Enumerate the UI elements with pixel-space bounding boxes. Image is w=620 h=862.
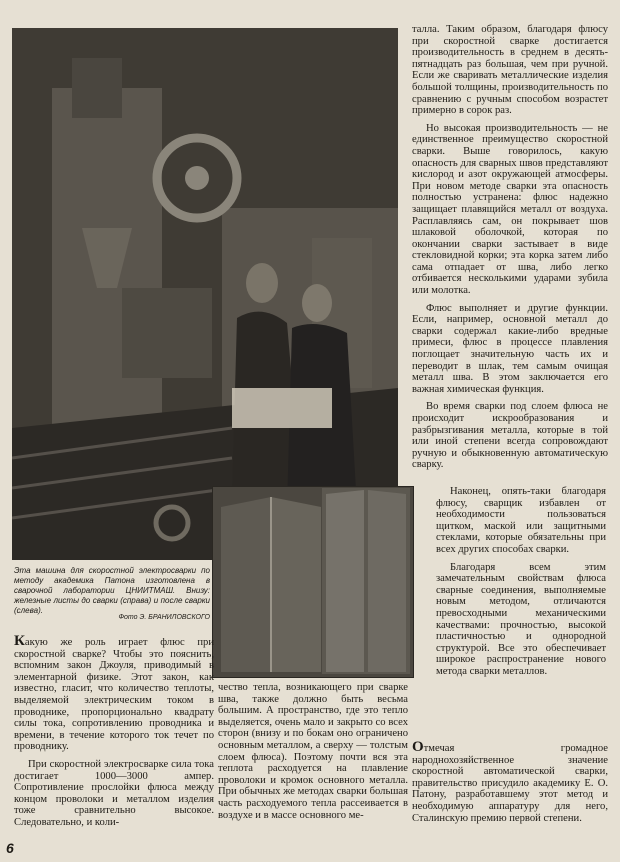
photo-credit: Фото Э. БРАНИЛОВСКОГО [118, 614, 210, 621]
article-column-left [14, 633, 214, 829]
paragraph: Но высокая производительность — не единственное преимущество скоростной сварки. Выше говорилось, какую опасность для сварных швов представляют кислород и азот окружающей атмосферы. При новом методе сварки эта опасность полностью устранена: флюс надежно защищает плавящийся металл от воздуха. Расплавляясь сам, он покрывает шов шлаковой оболочкой, которая по окончании сварки застывает в виде стекловидной корки; эта корка затем либо сама отпадает от шва, либо легко отбивается несколькими ударами зубила или молотка. [412, 122, 608, 297]
paragraph-text: акую же роль играет флюс при скоростной сварке? Чтобы это пояснить, вспомним закон Джоуля, приводимый в элементарной физике. Этот закон, как известно, гласит, что количество теплоты, выделяемой электрическим током в проводнике, пропорционально квадрату силы тока, сопротивлению проводника и времени, в течение которого ток течет по проводнику. [14, 637, 214, 753]
page-number: 6 [6, 840, 14, 856]
welding-machine-illustration [12, 28, 398, 560]
paragraph: чество тепла, возникающего при сварке шва, также должно быть весьма большим. А пространство, где это тепло выделяется, очень мало и закрыто со всех сторон (внизу и по бокам оно ограничено основным металлом, а сверху — толстым слоем флюса). Поэтому почти вся эта теплота расходуется на плавление проволоки и кромок основного металла. При обычных же методах сварки большая часть расходуемого тепла рассеивается в воздухе и в массе основного ме- [218, 682, 409, 821]
paragraph: Флюс выполняет и другие функции. Если, например, основной металл до сварки содержал какие-либо вредные примеси, флюс в процессе плавления поглощает значительную часть их и переводит в шлак, тем самым очищая металл шва. В этом заключается его важная химическая функция. [412, 302, 608, 395]
drop-cap: К [14, 633, 25, 649]
article-column-middle [218, 682, 408, 821]
drop-cap: О [412, 739, 424, 755]
paragraph: талла. Таким образом, благодаря флюсу при скоростной сварке достигается производительность в среднем в десять-пятнадцать раз большая, чем при ручной. Если же сваривать металлические изделия большой толщины, производительность по сравнению с ручным способом возрастет примерно в сорок раз. [412, 24, 608, 117]
article-column-bottom-right [412, 739, 608, 824]
paragraph [14, 633, 214, 753]
paragraph: Во время сварки под слоем флюса не происходит искрообразования и разбрызгивания металла, которые в той или иной степени всегда сопровождают ручную и обыкновенную автоматическую сварку. [412, 401, 608, 471]
paragraph-text: тмечая громадное народнохозяйственное значение скоростной автоматической сварки, правительство присудило академику Е. О. Патону, разработавшему этот метод и необходимую аппаратуру для него, Сталинскую премию первой степени. [412, 743, 608, 824]
paragraph: Наконец, опять-таки благодаря флюсу, сварщик избавлен от необходимости пользоваться щитком, маской или защитными стеклами, которые обязательны при всех других способах сварки. [436, 486, 606, 555]
article-column-right [412, 24, 608, 471]
paragraph: Благодаря всем этим замечательным свойствам флюса сварные соединения, выполняемые новым методом, отличаются превосходными механическими качествами: прочностью, высокой пластичностью и однородной структурой. Все это обеспечивает широкое распространение нового метода сварки металлов. [436, 561, 606, 677]
paragraph: При скоростной электросварке сила тока достигает 1000—3000 ампер. Сопротивление прослойки флюса между концом проволоки и металлом изделия тоже сравнительно высокое. Следовательно, и коли- [14, 758, 214, 828]
welding-machine-photo [12, 28, 398, 560]
sheets-before-welding-illustration [322, 488, 410, 674]
article-column-right-narrow [436, 486, 606, 678]
sheets-before-welding-photo [322, 488, 410, 674]
photo-caption: Эта машина для скоростной электросварки по методу академика Патона изготовлена в сварочной лаборатории ЦНИИТМАШ. Внизу: железные листы до сварки (справа) и после сварки (слева). [14, 566, 210, 615]
paragraph [412, 739, 608, 824]
